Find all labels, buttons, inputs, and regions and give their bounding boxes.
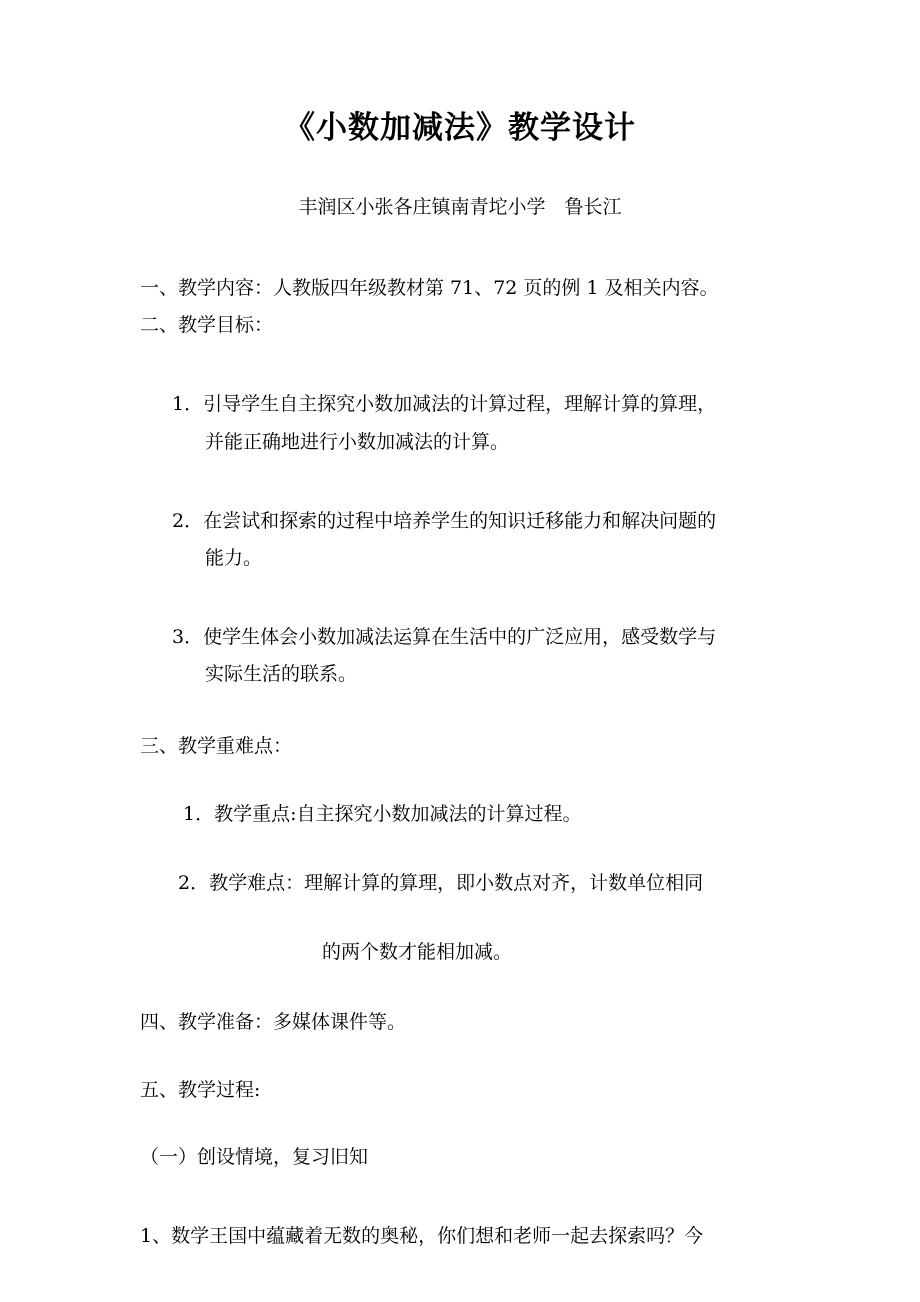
keypoints-heading: 三、教学重难点： [140,735,293,757]
objective-3-line-2: 实际生活的联系。 [205,663,358,685]
process-heading: 五、教学过程: [140,1079,261,1101]
objectives-heading: 二、教学目标： [140,314,274,336]
objective-1-line-1: 1．引导学生自主探究小数加减法的计算过程，理解计算的算理， [172,393,717,415]
document-title: 《小数加减法》教学设计 [284,110,636,146]
objective-2-line-2: 能力。 [205,547,263,569]
teaching-content: 一、教学内容：人教版四年级教材第 71、72 页的例 1 及相关内容。 [140,277,719,299]
process-subheading-1: （一）创设情境，复习旧知 [140,1146,369,1168]
document-author: 丰润区小张各庄镇南青坨小学 鲁长江 [298,196,622,218]
objective-3-line-1: 3．使学生体会小数加减法运算在生活中的广泛应用，感受数学与 [172,626,717,648]
objective-2-line-1: 2．在尝试和探索的过程中培养学生的知识迁移能力和解决问题的 [172,510,717,532]
objective-1-line-2: 并能正确地进行小数加减法的计算。 [205,431,510,453]
keypoint-2-line-2: 的两个数才能相加减。 [322,941,513,963]
teaching-preparation: 四、教学准备：多媒体课件等。 [140,1011,407,1033]
keypoint-2-line-1: 2．教学难点：理解计算的算理，即小数点对齐，计数单位相同 [178,872,704,894]
keypoint-1: 1．教学重点:自主探究小数加减法的计算过程。 [183,803,582,825]
process-item-1: 1、数学王国中蕴藏着无数的奥秘，你们想和老师一起去探索吗？今 [140,1225,704,1247]
